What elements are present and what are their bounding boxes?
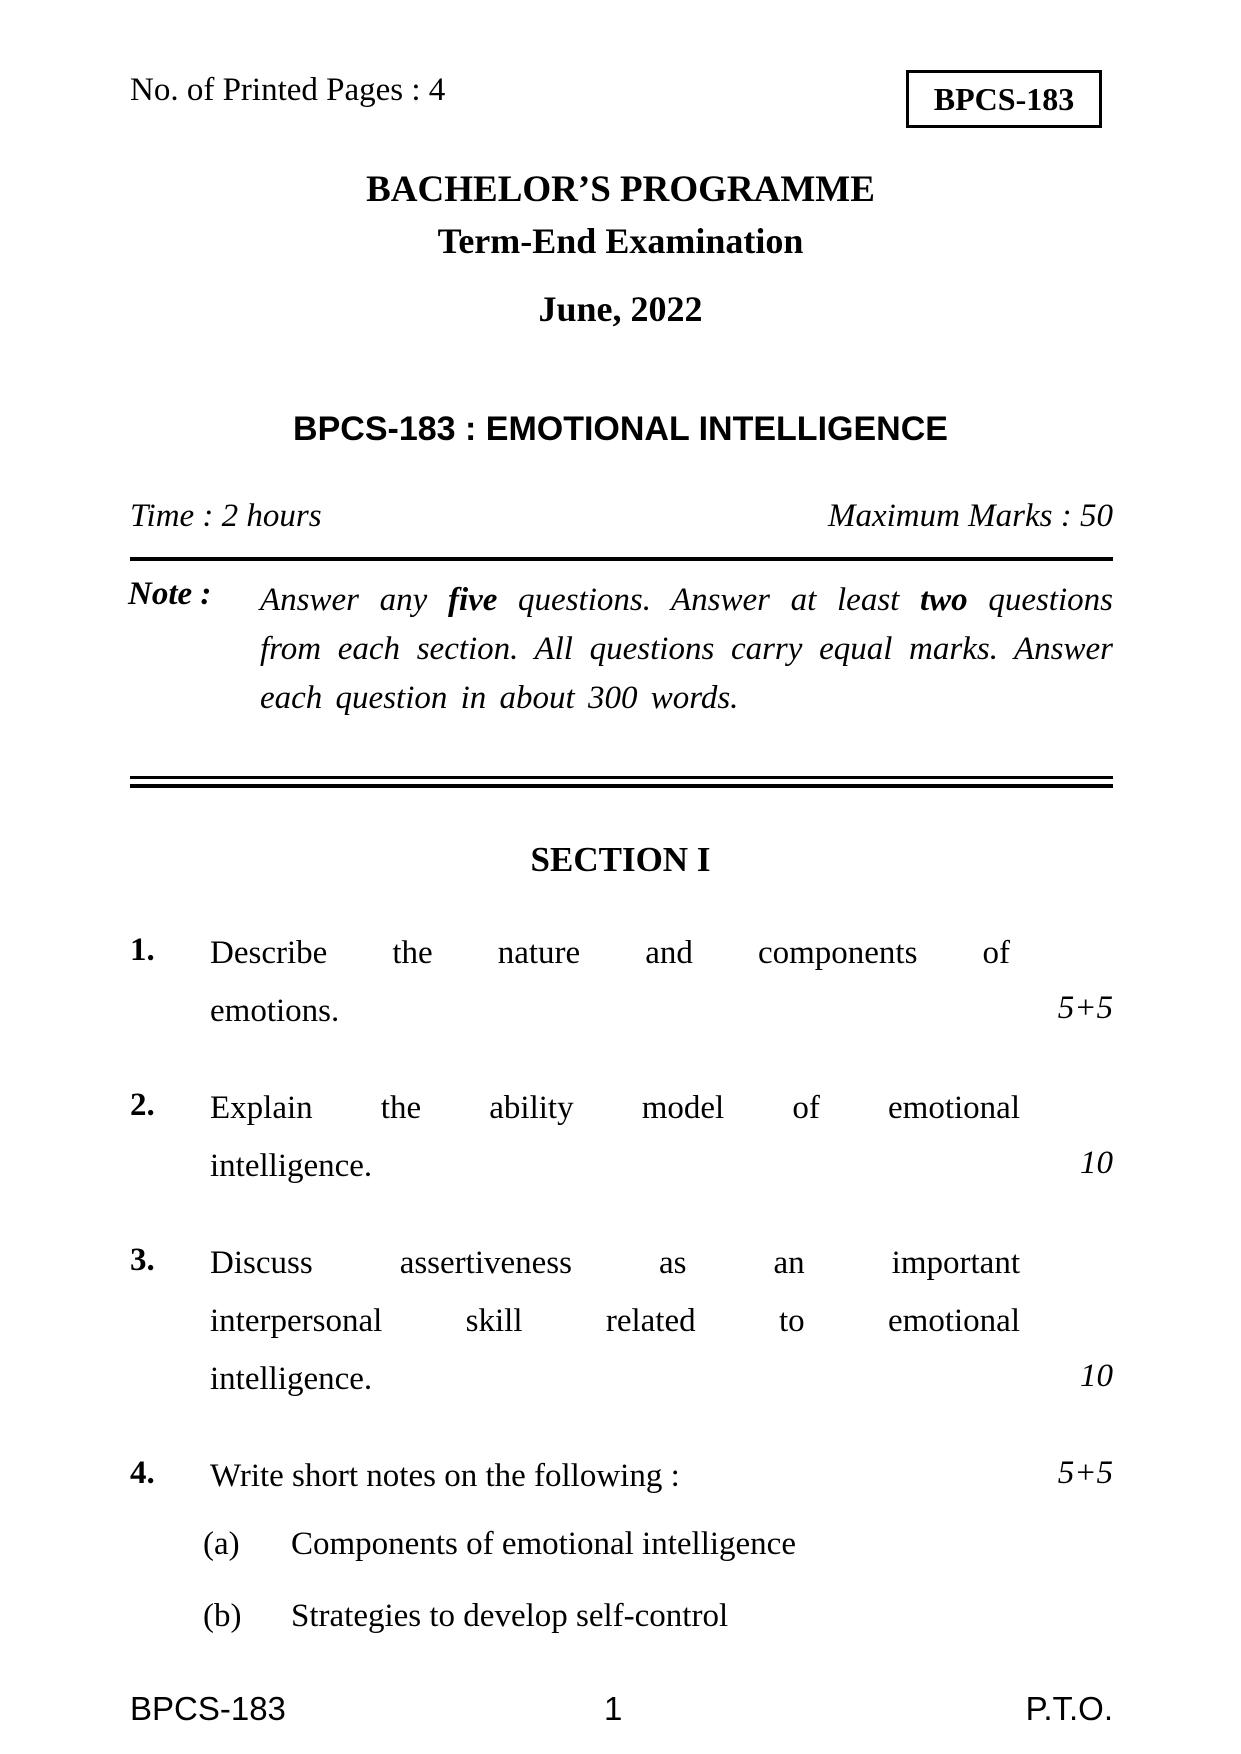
sub-item-label: (b) [203,1598,242,1634]
question-line: Write short notes on the following : [210,1458,680,1494]
question-marks: 10 [1080,1358,1113,1394]
question-line: Explain the ability model of emotional [210,1090,1020,1126]
question-marks: 5+5 [1057,990,1113,1026]
question-line: intelligence. [210,1361,373,1397]
exam-time: Time : 2 hours [130,498,322,534]
question-text [210,1234,1020,1408]
question-line: Describe the nature and components of [210,935,1010,971]
note-text [260,576,1113,723]
question-text [210,1447,1022,1505]
course-title: BPCS-183 : EMOTIONAL INTELLIGENCE [293,410,948,448]
double-rule-top [130,776,1113,779]
section-title: SECTION I [530,840,711,879]
question-number: 1. [130,932,155,968]
sub-item-text: Components of emotional intelligence [291,1526,796,1562]
question-text [210,1079,1020,1195]
footer-pto: P.T.O. [1025,1690,1113,1727]
maximum-marks: Maximum Marks : 50 [827,498,1113,534]
double-rule-bottom [130,784,1113,788]
sub-item-label: (a) [203,1526,240,1562]
sub-item-text: Strategies to develop self-control [291,1598,729,1634]
note-text-part: questions from each section. All questions carry equal marks. Answer each question in about 300 words. [260,582,1113,716]
question-number: 4. [130,1455,155,1491]
course-code-box: BPCS-183 [906,70,1102,128]
printed-pages-count: No. of Printed Pages : 4 [130,72,446,108]
footer-page-number: 1 [604,1690,623,1727]
exam-type: Term-End Examination [437,221,804,261]
question-number: 3. [130,1242,155,1278]
note-text-part: questions. Answer at least [497,582,920,618]
note-emphasis-five: five [447,582,498,618]
note-label: Note : [128,576,212,612]
exam-date: June, 2022 [538,289,703,329]
question-line: intelligence. [210,1148,373,1184]
question-text [210,924,1010,1040]
question-line: emotions. [210,993,340,1029]
question-marks: 10 [1080,1145,1113,1181]
question-number: 2. [130,1087,155,1123]
question-line: interpersonal skill related to emotional [210,1303,1020,1339]
note-text-part: Answer any [260,582,448,618]
note-emphasis-two: two [919,582,968,618]
footer-course-code: BPCS-183 [130,1690,286,1727]
question-marks: 5+5 [1057,1455,1113,1491]
divider-rule [130,557,1113,561]
programme-title: BACHELOR’S PROGRAMME [366,169,875,210]
question-line: Discuss assertiveness as an important [210,1245,1020,1281]
